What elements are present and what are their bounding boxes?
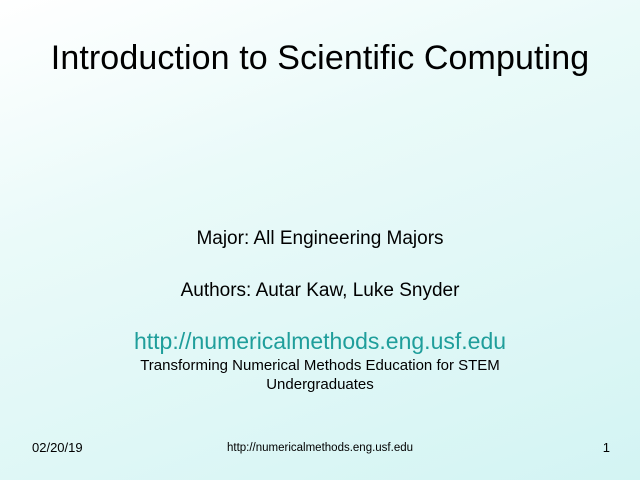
footer-url: http://numericalmethods.eng.usf.edu (226, 442, 414, 454)
footer-page-number: 1 (602, 440, 610, 455)
tagline-text: Transforming Numerical Methods Education for STEM Undergraduates (140, 357, 500, 393)
course-url-link[interactable]: http://numericalmethods.eng.usf.edu (133, 328, 507, 354)
footer-date: 02/20/19 (32, 440, 83, 455)
page-title: Introduction to Scientific Computing (50, 39, 590, 77)
major-line: Major: All Engineering Majors (196, 228, 444, 249)
title-block (40, 38, 600, 79)
authors-line: Authors: Autar Kaw, Luke Snyder (180, 280, 460, 301)
slide-body (36, 228, 604, 395)
slide-footer (0, 440, 640, 458)
